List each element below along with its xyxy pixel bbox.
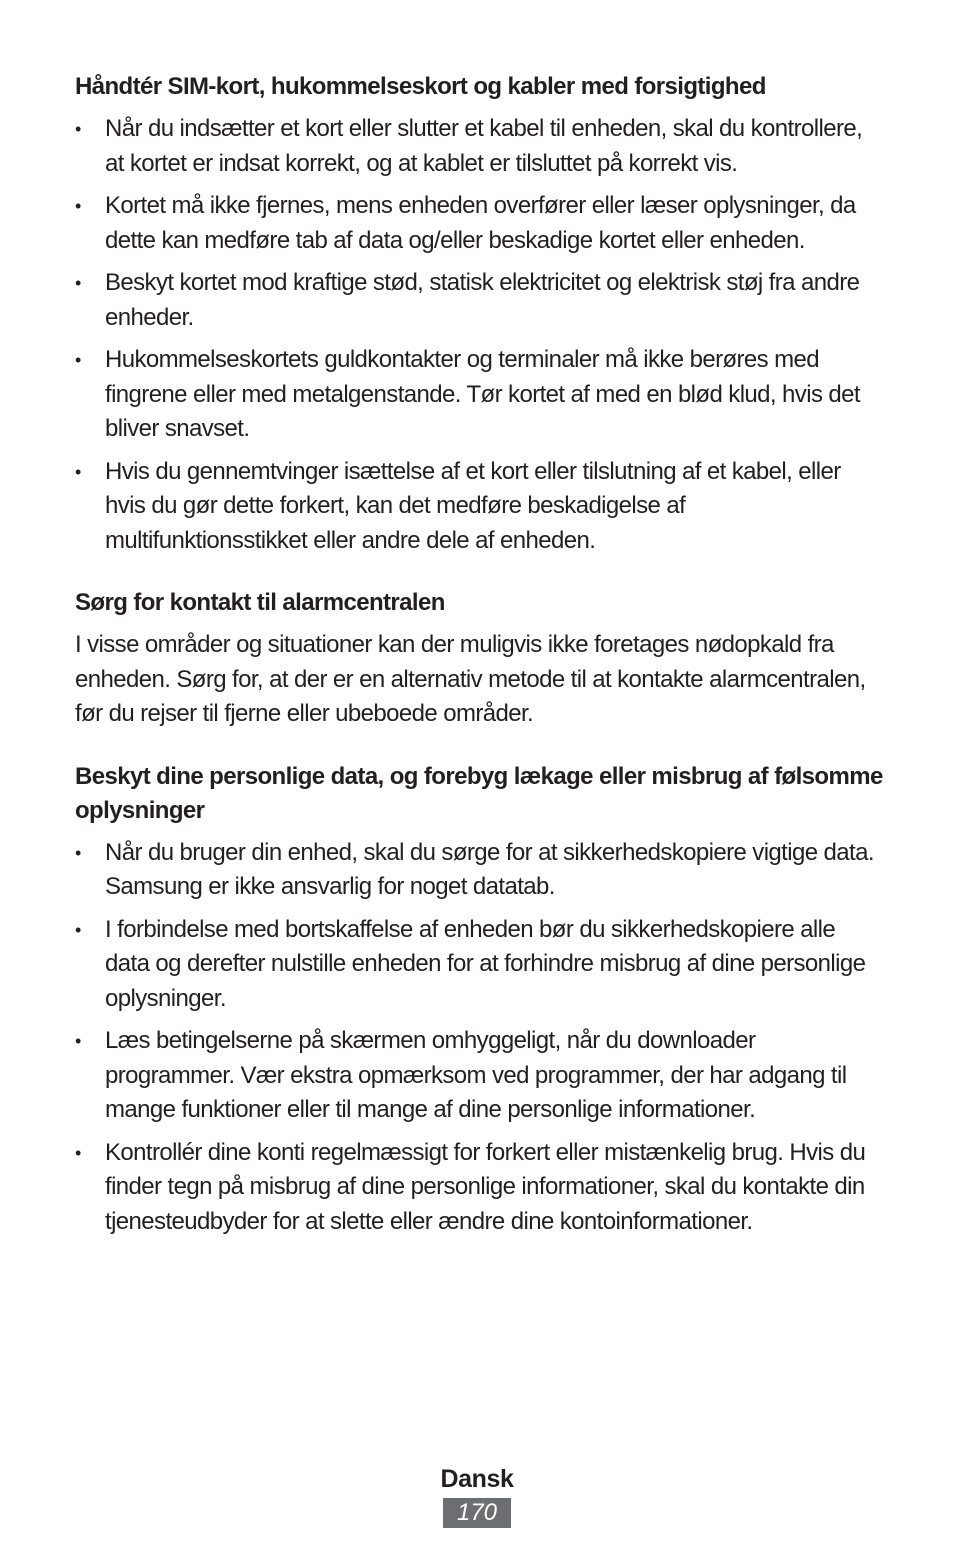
bullet-list [75,836,885,1240]
bullet-item [75,1136,885,1240]
bullet-icon: • [75,196,81,216]
section-emergency-contact [75,586,885,732]
bullet-icon: • [75,273,81,293]
bullet-item [75,266,885,335]
bullet-icon: • [75,1031,81,1051]
bullet-text: Når du indsætter et kort eller slutter et kabel til enheden, skal du kontrollere, at kortet er indsat korrekt, og at kablet er tilsluttet på korrekt vis. [105,115,863,177]
bullet-list [75,112,885,558]
bullet-text: Kontrollér dine konti regelmæssigt for forkert eller mistænkelig brug. Hvis du finder tegn på misbrug af dine personlige informationer, skal du kontakte din tjenesteudbyder for at slette eller ændre dine kontoinformationer. [105,1138,866,1235]
section-sim-cards [75,70,885,558]
bullet-text: I forbindelse med bortskaffelse af enheden bør du sikkerhedskopiere alle data og derefter nulstille enheden for at forhindre misbrug af dine personlige oplysninger. [105,915,866,1012]
bullet-icon: • [75,119,81,139]
bullet-icon: • [75,919,81,940]
bullet-icon: • [75,842,81,863]
section-paragraph: I visse områder og situationer kan der muligvis ikke foretages nødopkald fra enheden. Sørg for, at der er en alternativ metode til at kontakte alarmcentralen, før du rejser til fjerne eller ubeboede områder. [75,631,866,727]
bullet-item [75,112,885,181]
bullet-item [75,1024,885,1128]
page-content [75,70,885,1267]
page-footer [0,1462,954,1528]
bullet-item [75,343,885,447]
bullet-icon: • [75,461,81,482]
bullet-item [75,913,885,1017]
bullet-text: Kortet må ikke fjernes, mens enheden overfører eller læser oplysninger, da dette kan medføre tab af data og/eller beskadige kortet eller enheden. [105,192,856,254]
bullet-item [75,455,885,559]
bullet-text: Hvis du gennemtvinger isættelse af et kort eller tilslutning af et kabel, eller hvis du gør dette forkert, kan det medføre beskadigelse af multifunktionsstikket eller andre dele af enheden. [105,457,841,554]
bullet-icon: • [75,1142,81,1163]
section-heading: Sørg for kontakt til alarmcentralen [75,589,445,616]
bullet-text: Beskyt kortet mod kraftige stød, statisk elektricitet og elektrisk støj fra andre enheder. [105,269,860,331]
bullet-text: Læs betingelserne på skærmen omhyggeligt, når du downloader programmer. Vær ekstra opmærksom ved programmer, der har adgang til mange funktioner eller til mange af dine personlige informationer. [105,1027,847,1123]
page-number: 170 [443,1498,511,1528]
bullet-item [75,836,885,905]
section-heading: Beskyt dine personlige data, og forebyg lækage eller misbrug af følsomme oplysninger [75,762,883,824]
bullet-text: Hukommelseskortets guldkontakter og terminaler må ikke berøres med fingrene eller med metalgenstande. Tør kortet af med en blød klud, hvis det bliver snavset. [105,346,860,442]
bullet-icon: • [75,350,81,370]
language-label: Dansk [440,1465,514,1493]
bullet-item [75,189,885,258]
bullet-text: Når du bruger din enhed, skal du sørge for at sikkerhedskopiere vigtige data. Samsung er ikke ansvarlig for noget datatab. [105,838,874,900]
section-heading: Håndtér SIM-kort, hukommelseskort og kabler med forsigtighed [75,73,766,100]
section-personal-data [75,760,885,1240]
